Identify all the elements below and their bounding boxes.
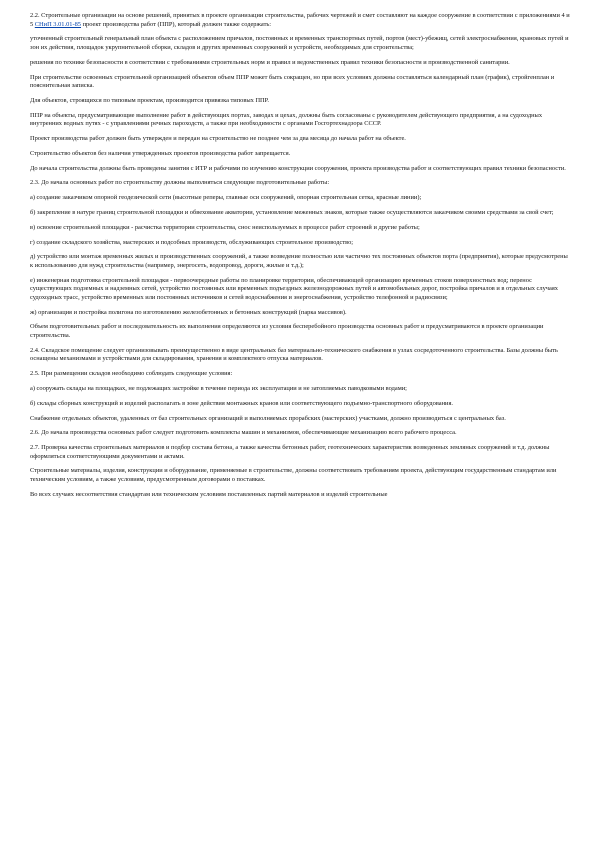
paragraph: б) склады сборных конструкций и изделий располагать в зоне действия монтажных кранов или соответствующего подъемно-транспортного оборудования. xyxy=(30,399,453,407)
paragraph: ППР на объекты, предусматривающие выполнение работ в действующих портах, заводах и цехах, должны быть согласованы с руководителем действующего предприятия, а на судоходных внутренних водных путях - с управлениями речных пароходств, а также при необходимости с органами Госгортехнадзора СССР. xyxy=(30,111,543,128)
paragraph: б) закрепление в натуре границ строительной площадки и обвехование акватории, установление меженных знаков, которые также осуществляются заказчиком своими средствами за свой счет; xyxy=(30,208,554,216)
paragraph: 2.7. Проверка качества строительных материалов и подбор состава бетона, а также качества бетонных работ, геотехнических характеристик возведенных земляных сооружений и т.д. должны оформляться соответствующими документами и актами. xyxy=(30,444,550,460)
paragraph: е) инженерная подготовка строительной площадки - первоочередные работы по планировке территории, обеспечивающей организацию временных стоков поверхностных вод; перенос существующих подземных и надземных сетей, устройство постоянных или временных подъездных железнодорожных путей и автомобильных дорог, постройка причалов и в отдельных случаях судоходных трасс, устройство временных или постоянных источников и сетей водоснабжения и энергоснабжения, устройство телефонной и радиосвязи; xyxy=(30,276,558,301)
document-page xyxy=(30,12,570,506)
paragraph-2-2-text-end: проект производства работ (ППР), который должен также содержать: xyxy=(81,20,272,28)
paragraph: в) освоение строительной площадки - расчистка территории строительства, снос неиспользуемых в процессе работ строений и другие работы; xyxy=(30,223,420,231)
paragraph: уточненный строительный генеральный план объекта с расположением причалов, постоянных и временных транспортных путей, портов (мест)-убежищ, сетей электроснабжения, крановых путей и зон их действия, площадок укрупнительной сборки, складов и других временных сооружений и устройств, необходимых для строительства; xyxy=(30,35,569,51)
paragraph: Проект производства работ должен быть утвержден и передан на строительство не позднее чем за два месяца до начала работ на объекте. xyxy=(30,135,406,143)
paragraph: ж) организация и постройка полигона по изготовлению железобетонных и бетонных конструкций (парка массивов). xyxy=(30,308,347,316)
paragraph: а) создание заказчиком опорной геодезической сети (высотные реперы, главные оси сооружений, опорная строительная сетка, красные линии); xyxy=(30,194,422,202)
paragraph-2-2 xyxy=(30,12,570,29)
paragraph: а) сооружать склады на площадках, не подлежащих застройке в течение периода их эксплуатации и не затопляемых паводковыми водами; xyxy=(30,384,407,392)
paragraph-list xyxy=(30,35,570,499)
paragraph: Строительство объектов без наличия утвержденных проектов производства работ запрещается. xyxy=(30,149,291,157)
paragraph: При строительстве освоенных строительной организацией объектов объем ППР может быть сокращен, но при всех условиях должны составляться календарный план (график), стройгенплан и пояснительная записка. xyxy=(30,73,555,90)
paragraph: д) устройство или монтаж временных жилых и производственных сооружений, а также возведение полностью или частично тех постоянных объектов порта (предприятия), которые предусмотрены к использованию для нужд строительства (например, энергосеть, водопровод, дороги, жилые и т.д.); xyxy=(30,253,568,269)
paragraph: Для объектов, строящихся по типовым проектам, производится привязка типовых ППР. xyxy=(30,96,270,104)
paragraph: Объем подготовительных работ и последовательность их выполнения определяются из условия бесперебойного производства основных работ и предусматриваются в проекте организации строительства. xyxy=(30,323,544,340)
paragraph: 2.5. При размещении складов необходимо соблюдать следующие условия: xyxy=(30,370,233,378)
paragraph: До начала строительства должны быть проведены занятия с ИТР и рабочими по изучению конструкции сооружения, проекта производства работ и соответствующих правил техники безопасности. xyxy=(30,164,566,172)
snip-link[interactable]: СНиП 3.01.01-85 xyxy=(34,20,81,28)
paragraph: решения по технике безопасности в соответствии с требованиями строительных норм и правил и ведомственных правил техники безопасности и производственной санитарии. xyxy=(30,58,510,66)
paragraph: Во всех случаях несоответствия стандартам или техническим условиям поставленных партий материалов и изделий строительные xyxy=(30,490,388,498)
paragraph: 2.3. До начала основных работ по строительству должны выполняться следующие подготовительные работы: xyxy=(30,179,330,187)
paragraph: 2.4. Складское помещение следует организовывать преимущественно в виде центральных баз материально-технического снабжения в узлах сосредоточенного строительства. Базы должны быть оснащены механизмами и устройствами для складирования, хранения и комплектного отпуска материалов. xyxy=(30,346,558,363)
paragraph: Строительные материалы, изделия, конструкции и оборудование, применяемые в строительстве, должны соответствовать требованиям проекта, действующим государственным стандартам или техническим условиям, а также условиям, предусмотренным договорами о поставках. xyxy=(30,467,557,484)
paragraph-2-2-text-start: 2.2. Строительные организации на основе решений, принятых в проекте организации строительства, рабочих чертежей и смет составляют на каждое сооружение в соответствии с приложениями 4 и 5 xyxy=(30,12,570,28)
paragraph: г) создание складского хозяйства, мастерских и подсобных производств, обслуживающих строительное производство; xyxy=(30,238,354,246)
paragraph: 2.6. До начала производства основных работ следует подготовить комплекты машин и механизмов, обеспечивающие механизацию всего рабочего процесса. xyxy=(30,429,457,437)
paragraph: Снабжение отдельных объектов, удаленных от баз строительных организаций и выполняемых прорабских (мастерских) участками, должно производиться с центральных баз. xyxy=(30,414,506,422)
